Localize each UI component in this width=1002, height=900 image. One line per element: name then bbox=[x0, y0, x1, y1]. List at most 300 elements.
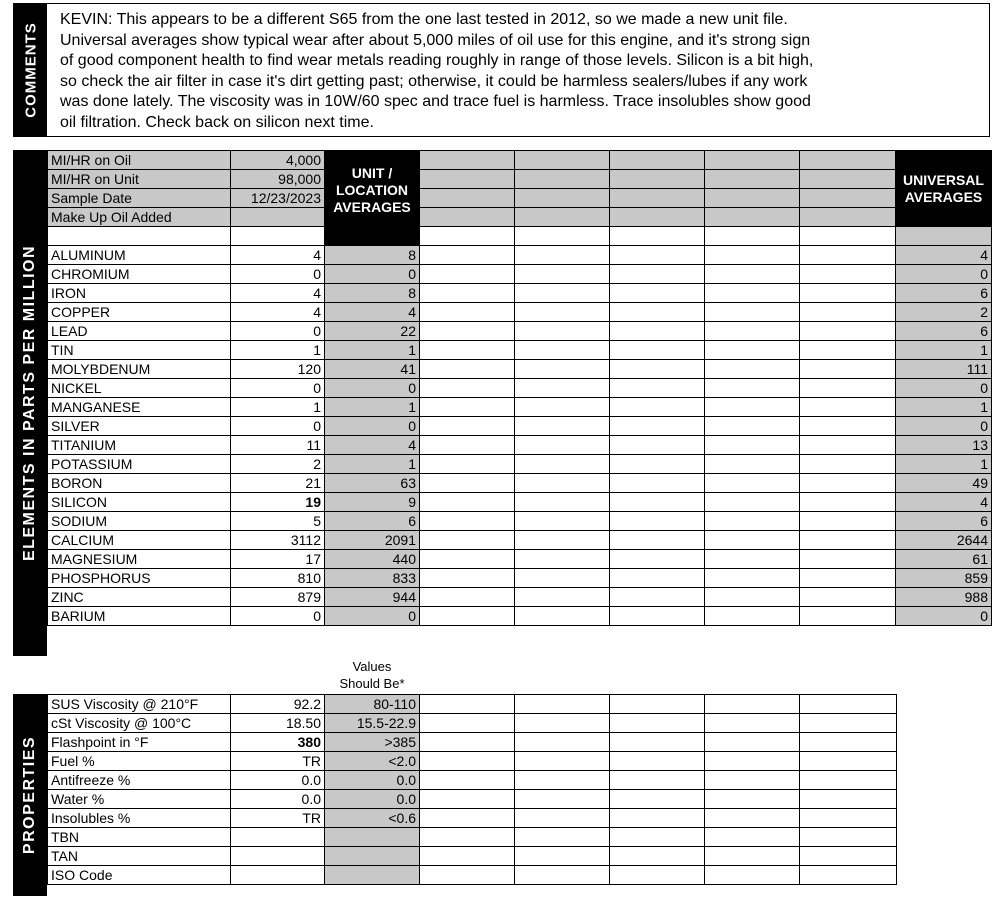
element-universal-average: 0 bbox=[896, 265, 992, 284]
element-unit-average: 22 bbox=[325, 322, 420, 341]
empty-cell bbox=[420, 569, 515, 588]
element-name: PHOSPHORUS bbox=[48, 569, 231, 588]
empty-cell bbox=[420, 208, 515, 227]
element-row bbox=[48, 550, 992, 569]
empty-cell bbox=[420, 360, 515, 379]
element-value: 0 bbox=[231, 417, 325, 436]
empty-cell bbox=[515, 246, 610, 265]
property-row bbox=[48, 828, 897, 847]
empty-cell bbox=[705, 322, 800, 341]
property-row bbox=[48, 847, 897, 866]
empty-cell bbox=[800, 189, 896, 208]
empty-cell bbox=[800, 322, 896, 341]
empty-cell bbox=[705, 607, 800, 626]
empty-cell bbox=[705, 474, 800, 493]
element-universal-average: 988 bbox=[896, 588, 992, 607]
property-should-be: 80-110 bbox=[325, 695, 420, 714]
empty-cell bbox=[610, 531, 705, 550]
empty-cell bbox=[800, 828, 897, 847]
comment-line: KEVIN: This appears to be a different S65 from the one last tested in 2012, so we made a new unit file. bbox=[60, 11, 788, 28]
empty-cell bbox=[420, 284, 515, 303]
property-value bbox=[231, 828, 325, 847]
element-universal-average: 2 bbox=[896, 303, 992, 322]
element-name: MANGANESE bbox=[48, 398, 231, 417]
empty-cell bbox=[515, 227, 610, 246]
empty-cell bbox=[705, 695, 800, 714]
empty-cell bbox=[800, 809, 897, 828]
empty-cell bbox=[800, 588, 896, 607]
element-universal-average: 0 bbox=[896, 379, 992, 398]
empty-cell bbox=[515, 714, 610, 733]
empty-cell bbox=[420, 170, 515, 189]
property-should-be: <0.6 bbox=[325, 809, 420, 828]
element-row bbox=[48, 379, 992, 398]
unit-location-averages-header: UNIT / LOCATION AVERAGES bbox=[325, 151, 420, 246]
empty-cell bbox=[610, 246, 705, 265]
element-universal-average: 4 bbox=[896, 246, 992, 265]
empty-cell bbox=[610, 170, 705, 189]
property-should-be bbox=[325, 847, 420, 866]
property-value bbox=[231, 866, 325, 885]
empty-cell bbox=[420, 550, 515, 569]
property-row bbox=[48, 752, 897, 771]
comments-label: COMMENTS bbox=[22, 22, 39, 118]
empty-cell bbox=[610, 474, 705, 493]
empty-cell bbox=[705, 398, 800, 417]
empty-cell bbox=[705, 809, 800, 828]
empty-cell bbox=[231, 227, 325, 246]
element-value: 11 bbox=[231, 436, 325, 455]
empty-cell bbox=[705, 531, 800, 550]
empty-cell bbox=[420, 531, 515, 550]
empty-cell bbox=[420, 607, 515, 626]
element-universal-average: 13 bbox=[896, 436, 992, 455]
empty-cell bbox=[705, 170, 800, 189]
empty-cell bbox=[800, 512, 896, 531]
empty-cell bbox=[610, 771, 705, 790]
empty-cell bbox=[515, 303, 610, 322]
empty-cell bbox=[800, 341, 896, 360]
empty-cell bbox=[800, 303, 896, 322]
property-name: SUS Viscosity @ 210°F bbox=[48, 695, 231, 714]
empty-cell bbox=[515, 695, 610, 714]
element-universal-average: 1 bbox=[896, 455, 992, 474]
property-row bbox=[48, 695, 897, 714]
element-unit-average: 41 bbox=[325, 360, 420, 379]
element-value: 17 bbox=[231, 550, 325, 569]
empty-cell bbox=[800, 531, 896, 550]
element-universal-average: 4 bbox=[896, 493, 992, 512]
element-name: ZINC bbox=[48, 588, 231, 607]
element-name: SODIUM bbox=[48, 512, 231, 531]
empty-cell bbox=[800, 607, 896, 626]
empty-cell bbox=[515, 455, 610, 474]
element-universal-average: 0 bbox=[896, 417, 992, 436]
element-universal-average: 2644 bbox=[896, 531, 992, 550]
empty-cell bbox=[610, 398, 705, 417]
empty-cell bbox=[420, 417, 515, 436]
element-row bbox=[48, 474, 992, 493]
element-name: POTASSIUM bbox=[48, 455, 231, 474]
element-value: 1 bbox=[231, 341, 325, 360]
empty-cell bbox=[420, 189, 515, 208]
element-value: 0 bbox=[231, 322, 325, 341]
property-name: ISO Code bbox=[48, 866, 231, 885]
empty-cell bbox=[610, 569, 705, 588]
property-row bbox=[48, 714, 897, 733]
empty-cell bbox=[515, 284, 610, 303]
empty-cell bbox=[48, 227, 231, 246]
empty-cell bbox=[515, 607, 610, 626]
empty-cell bbox=[610, 322, 705, 341]
element-name: CHROMIUM bbox=[48, 265, 231, 284]
empty-cell bbox=[420, 265, 515, 284]
property-should-be bbox=[325, 828, 420, 847]
info-value: 12/23/2023 bbox=[231, 189, 325, 208]
element-name: NICKEL bbox=[48, 379, 231, 398]
element-universal-average: 1 bbox=[896, 341, 992, 360]
property-name: Water % bbox=[48, 790, 231, 809]
property-row bbox=[48, 790, 897, 809]
empty-cell bbox=[420, 322, 515, 341]
element-value: 810 bbox=[231, 569, 325, 588]
empty-cell bbox=[800, 455, 896, 474]
property-row bbox=[48, 733, 897, 752]
empty-cell bbox=[515, 379, 610, 398]
element-row bbox=[48, 322, 992, 341]
empty-cell bbox=[610, 828, 705, 847]
element-row bbox=[48, 588, 992, 607]
element-row bbox=[48, 360, 992, 379]
element-unit-average: 0 bbox=[325, 379, 420, 398]
empty-cell bbox=[705, 866, 800, 885]
empty-cell bbox=[420, 733, 515, 752]
empty-cell bbox=[610, 790, 705, 809]
empty-cell bbox=[705, 151, 800, 170]
element-universal-average: 859 bbox=[896, 569, 992, 588]
element-row bbox=[48, 284, 992, 303]
property-value: 0.0 bbox=[231, 790, 325, 809]
empty-cell bbox=[515, 265, 610, 284]
elements-label: ELEMENTS IN PARTS PER MILLION bbox=[21, 244, 38, 562]
empty-cell bbox=[610, 752, 705, 771]
empty-cell bbox=[420, 828, 515, 847]
empty-cell bbox=[800, 151, 896, 170]
element-universal-average: 111 bbox=[896, 360, 992, 379]
element-row bbox=[48, 303, 992, 322]
empty-cell bbox=[800, 790, 897, 809]
empty-cell bbox=[610, 809, 705, 828]
property-value bbox=[231, 847, 325, 866]
empty-cell bbox=[515, 588, 610, 607]
empty-cell bbox=[705, 265, 800, 284]
element-value: 21 bbox=[231, 474, 325, 493]
empty-cell bbox=[610, 695, 705, 714]
empty-cell bbox=[515, 170, 610, 189]
info-label: Make Up Oil Added bbox=[48, 208, 231, 227]
empty-cell bbox=[515, 322, 610, 341]
empty-cell bbox=[800, 752, 897, 771]
element-name: CALCIUM bbox=[48, 531, 231, 550]
element-unit-average: 944 bbox=[325, 588, 420, 607]
empty-cell bbox=[705, 341, 800, 360]
property-row bbox=[48, 771, 897, 790]
empty-cell bbox=[800, 227, 896, 246]
empty-cell bbox=[896, 227, 992, 246]
info-value: 4,000 bbox=[231, 151, 325, 170]
element-unit-average: 0 bbox=[325, 265, 420, 284]
empty-cell bbox=[705, 512, 800, 531]
empty-cell bbox=[800, 550, 896, 569]
empty-cell bbox=[705, 360, 800, 379]
empty-cell bbox=[515, 474, 610, 493]
property-name: TAN bbox=[48, 847, 231, 866]
element-unit-average: 1 bbox=[325, 341, 420, 360]
element-name: MOLYBDENUM bbox=[48, 360, 231, 379]
empty-cell bbox=[705, 790, 800, 809]
comment-line: so check the air filter in case it's dirt getting past; otherwise, it could be harmless sealers/lubes if any work bbox=[60, 72, 808, 90]
empty-cell bbox=[800, 379, 896, 398]
property-value: 380 bbox=[231, 733, 325, 752]
values-should-be-label: Values Should Be* bbox=[339, 659, 405, 691]
empty-cell bbox=[610, 417, 705, 436]
empty-cell bbox=[705, 208, 800, 227]
empty-cell bbox=[610, 208, 705, 227]
empty-cell bbox=[800, 771, 897, 790]
property-row bbox=[48, 809, 897, 828]
comments-box bbox=[13, 3, 990, 137]
empty-cell bbox=[800, 170, 896, 189]
element-name: SILVER bbox=[48, 417, 231, 436]
property-value: TR bbox=[231, 752, 325, 771]
property-should-be: 0.0 bbox=[325, 790, 420, 809]
empty-cell bbox=[610, 607, 705, 626]
element-unit-average: 833 bbox=[325, 569, 420, 588]
empty-cell bbox=[705, 847, 800, 866]
empty-cell bbox=[515, 828, 610, 847]
element-unit-average: 1 bbox=[325, 455, 420, 474]
empty-cell bbox=[515, 569, 610, 588]
empty-cell bbox=[420, 866, 515, 885]
empty-cell bbox=[800, 417, 896, 436]
element-row bbox=[48, 607, 992, 626]
element-unit-average: 2091 bbox=[325, 531, 420, 550]
property-name: TBN bbox=[48, 828, 231, 847]
empty-cell bbox=[610, 493, 705, 512]
element-unit-average: 440 bbox=[325, 550, 420, 569]
info-label: Sample Date bbox=[48, 189, 231, 208]
elements-side-bar bbox=[13, 150, 47, 656]
empty-cell bbox=[705, 379, 800, 398]
empty-cell bbox=[610, 303, 705, 322]
empty-cell bbox=[800, 493, 896, 512]
empty-cell bbox=[515, 360, 610, 379]
empty-cell bbox=[800, 733, 897, 752]
info-label: MI/HR on Oil bbox=[48, 151, 231, 170]
element-value: 5 bbox=[231, 512, 325, 531]
element-unit-average: 1 bbox=[325, 398, 420, 417]
element-value: 4 bbox=[231, 303, 325, 322]
element-row bbox=[48, 493, 992, 512]
empty-cell bbox=[420, 246, 515, 265]
info-value: 98,000 bbox=[231, 170, 325, 189]
empty-cell bbox=[705, 569, 800, 588]
empty-cell bbox=[610, 341, 705, 360]
empty-cell bbox=[515, 733, 610, 752]
empty-cell bbox=[420, 512, 515, 531]
empty-cell bbox=[420, 695, 515, 714]
empty-cell bbox=[610, 455, 705, 474]
property-name: Fuel % bbox=[48, 752, 231, 771]
empty-cell bbox=[705, 493, 800, 512]
element-row bbox=[48, 265, 992, 284]
empty-cell bbox=[420, 752, 515, 771]
property-name: Flashpoint in °F bbox=[48, 733, 231, 752]
empty-cell bbox=[705, 417, 800, 436]
empty-cell bbox=[515, 436, 610, 455]
element-value: 0 bbox=[231, 265, 325, 284]
empty-cell bbox=[610, 265, 705, 284]
empty-cell bbox=[800, 208, 896, 227]
property-value: 92.2 bbox=[231, 695, 325, 714]
empty-cell bbox=[515, 512, 610, 531]
empty-cell bbox=[515, 531, 610, 550]
element-name: IRON bbox=[48, 284, 231, 303]
empty-cell bbox=[515, 208, 610, 227]
element-unit-average: 63 bbox=[325, 474, 420, 493]
empty-cell bbox=[515, 550, 610, 569]
property-value: TR bbox=[231, 809, 325, 828]
empty-cell bbox=[420, 379, 515, 398]
element-name: TITANIUM bbox=[48, 436, 231, 455]
element-value: 19 bbox=[231, 493, 325, 512]
element-unit-average: 0 bbox=[325, 607, 420, 626]
empty-cell bbox=[515, 493, 610, 512]
element-row bbox=[48, 436, 992, 455]
properties-side-bar bbox=[13, 694, 47, 896]
property-should-be bbox=[325, 866, 420, 885]
element-value: 879 bbox=[231, 588, 325, 607]
empty-cell bbox=[420, 436, 515, 455]
empty-cell bbox=[610, 189, 705, 208]
empty-cell bbox=[705, 828, 800, 847]
property-value: 18.50 bbox=[231, 714, 325, 733]
empty-cell bbox=[420, 588, 515, 607]
property-row bbox=[48, 866, 897, 885]
element-name: COPPER bbox=[48, 303, 231, 322]
empty-cell bbox=[610, 227, 705, 246]
info-row bbox=[48, 170, 992, 189]
property-value: 0.0 bbox=[231, 771, 325, 790]
element-unit-average: 4 bbox=[325, 436, 420, 455]
comment-line: was done lately. The viscosity was in 10W/60 spec and trace fuel is harmless. Trace insolubles show good bbox=[60, 93, 811, 110]
element-value: 4 bbox=[231, 284, 325, 303]
empty-cell bbox=[420, 474, 515, 493]
empty-cell bbox=[420, 493, 515, 512]
empty-cell bbox=[420, 227, 515, 246]
empty-cell bbox=[705, 455, 800, 474]
empty-cell bbox=[800, 695, 897, 714]
element-unit-average: 6 bbox=[325, 512, 420, 531]
empty-cell bbox=[705, 714, 800, 733]
empty-cell bbox=[610, 588, 705, 607]
empty-cell bbox=[800, 398, 896, 417]
empty-cell bbox=[800, 246, 896, 265]
element-row bbox=[48, 341, 992, 360]
empty-cell bbox=[420, 303, 515, 322]
empty-cell bbox=[515, 790, 610, 809]
element-value: 4 bbox=[231, 246, 325, 265]
element-universal-average: 49 bbox=[896, 474, 992, 493]
element-row bbox=[48, 455, 992, 474]
property-should-be: >385 bbox=[325, 733, 420, 752]
element-universal-average: 6 bbox=[896, 512, 992, 531]
empty-cell bbox=[705, 550, 800, 569]
element-row bbox=[48, 417, 992, 436]
empty-cell bbox=[705, 227, 800, 246]
empty-cell bbox=[800, 284, 896, 303]
empty-cell bbox=[420, 790, 515, 809]
empty-cell bbox=[610, 714, 705, 733]
element-universal-average: 1 bbox=[896, 398, 992, 417]
empty-cell bbox=[420, 771, 515, 790]
element-universal-average: 6 bbox=[896, 322, 992, 341]
property-should-be: 0.0 bbox=[325, 771, 420, 790]
empty-cell bbox=[515, 189, 610, 208]
info-row bbox=[48, 151, 992, 170]
empty-cell bbox=[800, 847, 897, 866]
empty-cell bbox=[800, 436, 896, 455]
empty-cell bbox=[420, 398, 515, 417]
comment-line: oil filtration. Check back on silicon next time. bbox=[60, 113, 374, 131]
element-name: LEAD bbox=[48, 322, 231, 341]
empty-cell bbox=[610, 866, 705, 885]
property-name: Insolubles % bbox=[48, 809, 231, 828]
empty-cell bbox=[610, 436, 705, 455]
element-unit-average: 8 bbox=[325, 246, 420, 265]
element-name: ALUMINUM bbox=[48, 246, 231, 265]
empty-cell bbox=[705, 752, 800, 771]
info-label: MI/HR on Unit bbox=[48, 170, 231, 189]
empty-cell bbox=[610, 733, 705, 752]
property-should-be: 15.5-22.9 bbox=[325, 714, 420, 733]
element-row bbox=[48, 531, 992, 550]
element-value: 0 bbox=[231, 607, 325, 626]
empty-cell bbox=[705, 436, 800, 455]
empty-cell bbox=[705, 733, 800, 752]
properties-label: PROPERTIES bbox=[21, 735, 38, 855]
empty-cell bbox=[705, 303, 800, 322]
empty-cell bbox=[705, 189, 800, 208]
element-value: 120 bbox=[231, 360, 325, 379]
empty-cell bbox=[420, 809, 515, 828]
empty-cell bbox=[515, 417, 610, 436]
empty-cell bbox=[420, 847, 515, 866]
empty-cell bbox=[420, 151, 515, 170]
element-row bbox=[48, 569, 992, 588]
empty-cell bbox=[610, 151, 705, 170]
element-name: BARIUM bbox=[48, 607, 231, 626]
empty-cell bbox=[420, 714, 515, 733]
empty-cell bbox=[800, 265, 896, 284]
empty-cell bbox=[515, 341, 610, 360]
property-name: Antifreeze % bbox=[48, 771, 231, 790]
info-value bbox=[231, 208, 325, 227]
empty-cell bbox=[610, 550, 705, 569]
empty-cell bbox=[705, 588, 800, 607]
element-row bbox=[48, 512, 992, 531]
element-universal-average: 6 bbox=[896, 284, 992, 303]
